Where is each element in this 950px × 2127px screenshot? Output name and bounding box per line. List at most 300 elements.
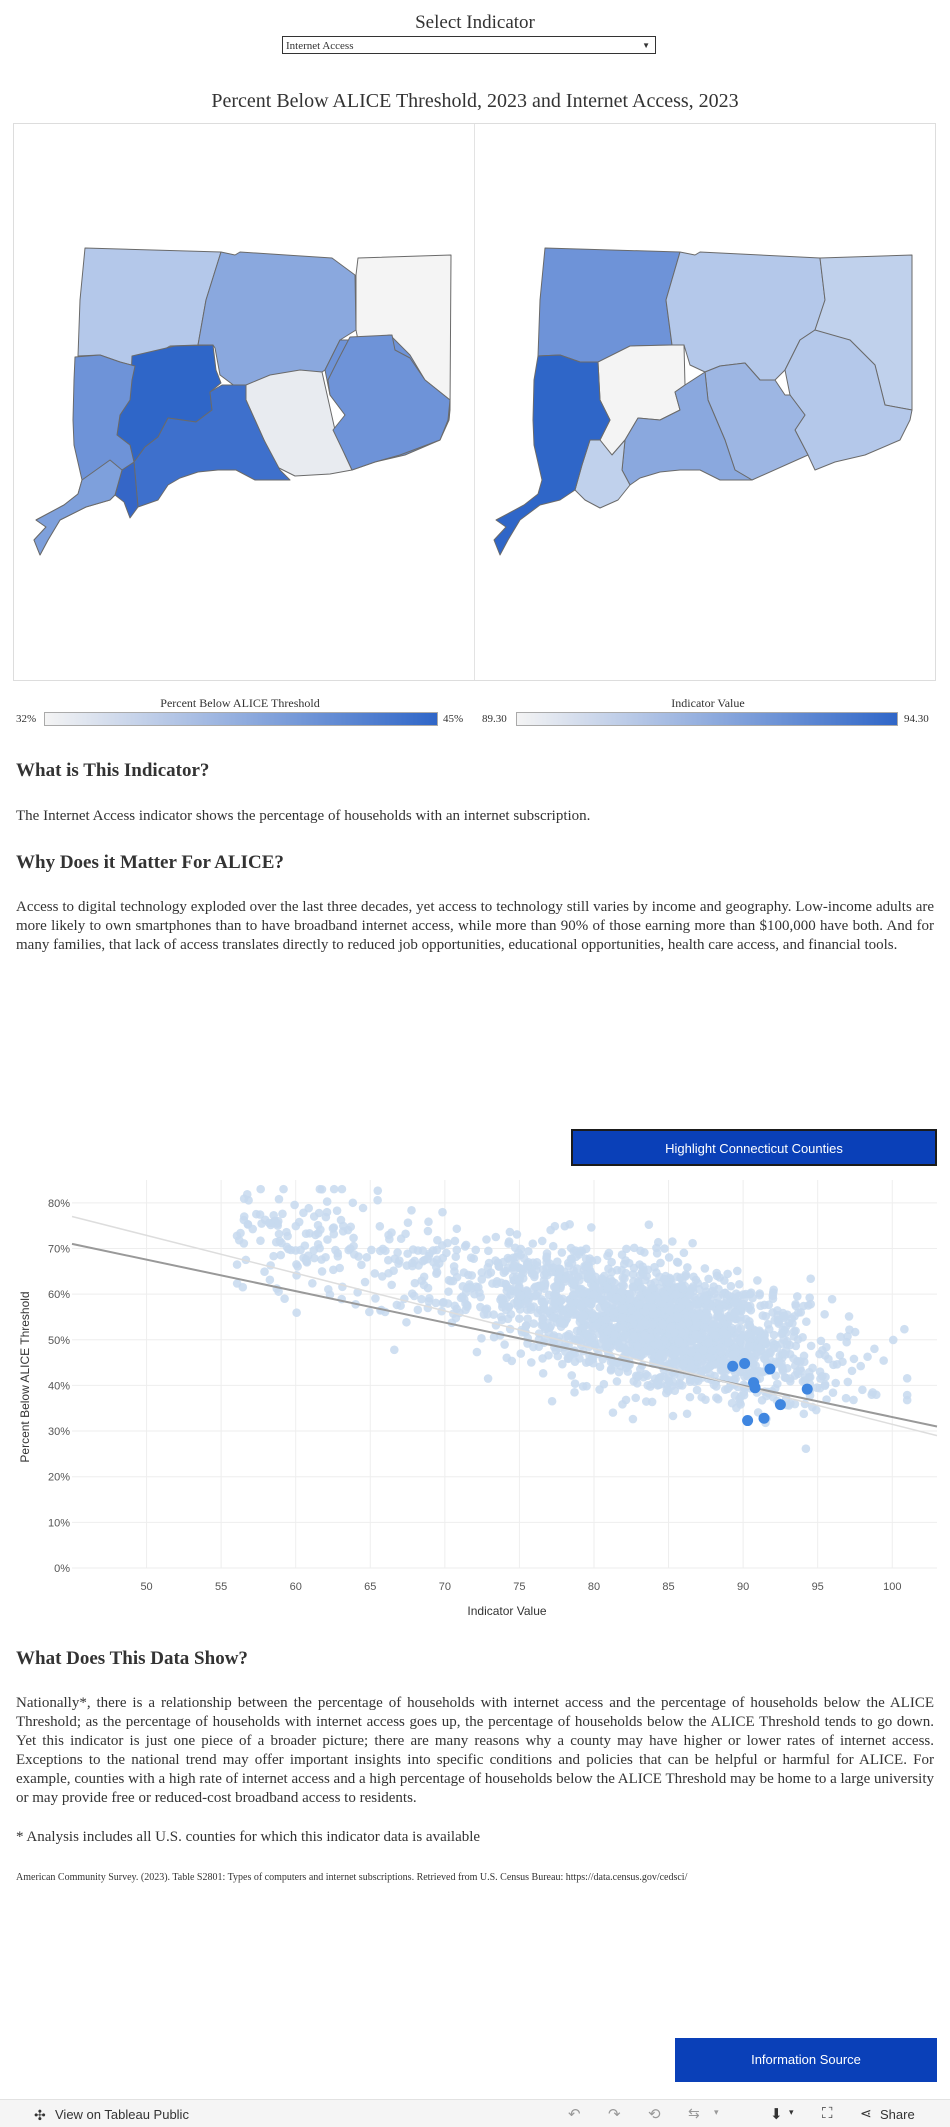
section-heading-indicator: What is This Indicator? <box>16 760 210 781</box>
county-point <box>432 1269 441 1278</box>
county-point <box>292 1308 301 1317</box>
county-point <box>551 1283 560 1292</box>
county-point <box>404 1218 413 1227</box>
x-tick-label: 70 <box>438 1581 451 1593</box>
county-point <box>275 1230 284 1239</box>
county-point <box>373 1186 382 1195</box>
county-point <box>361 1278 370 1287</box>
county-point <box>396 1301 405 1310</box>
connecticut-county-point <box>727 1361 738 1372</box>
county-point <box>626 1295 635 1304</box>
county-point <box>338 1185 347 1194</box>
county-point <box>597 1274 606 1283</box>
county-point <box>549 1242 558 1251</box>
x-tick-label: 65 <box>364 1581 377 1593</box>
indicator-legend-title: Indicator Value <box>671 696 745 710</box>
county-point <box>542 1252 551 1261</box>
county-point <box>585 1263 594 1272</box>
county-point <box>584 1271 593 1280</box>
alice-legend-title: Percent Below ALICE Threshold <box>160 696 320 710</box>
county-point <box>522 1322 531 1331</box>
county-point <box>848 1367 857 1376</box>
county-point <box>686 1290 695 1299</box>
x-tick-label: 50 <box>140 1581 153 1593</box>
county-point <box>836 1332 845 1341</box>
county-point <box>379 1245 388 1254</box>
county-point <box>367 1246 376 1255</box>
view-on-tableau-link[interactable]: View on Tableau Public <box>55 2107 189 2122</box>
county-point <box>515 1277 524 1286</box>
county-point <box>452 1246 461 1255</box>
county-point <box>424 1217 433 1226</box>
county-point <box>533 1258 542 1267</box>
county-point <box>401 1230 410 1239</box>
county-point <box>467 1271 476 1280</box>
county-point <box>567 1244 576 1253</box>
county-point <box>524 1290 533 1299</box>
county-point <box>654 1238 663 1247</box>
county-point <box>571 1357 580 1366</box>
county-point <box>704 1275 713 1284</box>
county-point <box>730 1298 739 1307</box>
county-point <box>777 1330 786 1339</box>
alice-legend-min: 32% <box>16 713 37 725</box>
county-point <box>701 1264 710 1273</box>
county-point <box>717 1347 726 1356</box>
y-tick-label: 60% <box>47 1289 70 1302</box>
county-point <box>693 1386 702 1395</box>
y-tick-label: 40% <box>47 1380 70 1393</box>
tableau-toolbar <box>0 2099 950 2127</box>
county-point <box>389 1266 398 1275</box>
county-point <box>856 1362 865 1371</box>
county-point <box>806 1300 815 1309</box>
county-point <box>889 1336 898 1345</box>
county-point <box>802 1444 811 1453</box>
highlight-connecticut-button[interactable]: Highlight Connecticut Counties <box>571 1129 937 1166</box>
county-point <box>579 1290 588 1299</box>
county-point <box>722 1330 731 1339</box>
county-point <box>618 1305 627 1314</box>
county-point <box>786 1374 795 1383</box>
county-point <box>569 1266 578 1275</box>
county-point <box>633 1342 642 1351</box>
county-point <box>461 1299 470 1308</box>
county-point <box>733 1267 742 1276</box>
county-point <box>403 1249 412 1258</box>
county-point <box>506 1228 515 1237</box>
county-point <box>614 1339 623 1348</box>
county-point <box>779 1367 788 1376</box>
county-point <box>627 1315 636 1324</box>
county-point <box>548 1397 557 1406</box>
county-point <box>477 1334 486 1343</box>
connecticut-county-point <box>759 1413 770 1424</box>
county-point <box>544 1351 553 1360</box>
county-point <box>683 1409 692 1418</box>
county-point <box>519 1269 528 1278</box>
county-point <box>798 1333 807 1342</box>
county-point <box>613 1377 622 1386</box>
county-point <box>688 1239 697 1248</box>
county-point <box>687 1348 696 1357</box>
county-point <box>424 1284 433 1293</box>
county-point <box>527 1358 536 1367</box>
county-point <box>584 1336 593 1345</box>
connecticut-county-point <box>802 1384 813 1395</box>
county-point <box>733 1324 742 1333</box>
county-point <box>516 1245 525 1254</box>
county-point <box>664 1376 673 1385</box>
county-point <box>665 1307 674 1316</box>
x-tick-label: 55 <box>215 1581 228 1593</box>
county-point <box>335 1264 344 1273</box>
download-icon[interactable]: ⬇ <box>770 2106 783 2123</box>
county-point <box>498 1316 507 1325</box>
county-point <box>471 1246 480 1255</box>
county-point <box>664 1278 673 1287</box>
county-point <box>520 1254 529 1263</box>
county-point <box>604 1339 613 1348</box>
county-point <box>410 1292 419 1301</box>
county-point <box>302 1229 311 1238</box>
county-point <box>444 1287 453 1296</box>
county-point <box>879 1356 888 1365</box>
county-point <box>333 1249 342 1258</box>
county-point <box>755 1367 764 1376</box>
county-point <box>828 1295 837 1304</box>
county-point <box>740 1372 749 1381</box>
county-point <box>408 1262 417 1271</box>
county-point <box>515 1314 524 1323</box>
county-point <box>414 1306 423 1315</box>
county-point <box>516 1349 525 1358</box>
county-point <box>620 1274 629 1283</box>
county-point <box>670 1328 679 1337</box>
county-point <box>256 1236 265 1245</box>
county-point <box>646 1333 655 1342</box>
county-point <box>635 1371 644 1380</box>
county-point <box>450 1301 459 1310</box>
county-point <box>536 1282 545 1291</box>
county-point <box>480 1310 489 1319</box>
connecticut-county-point <box>742 1415 753 1426</box>
county-point <box>653 1249 662 1258</box>
county-point <box>831 1379 840 1388</box>
county-point <box>280 1294 289 1303</box>
county-points <box>233 1185 912 1453</box>
pause-updates-icon[interactable]: ⇆ <box>688 2105 700 2121</box>
county-point <box>538 1315 547 1324</box>
county-point <box>501 1280 510 1289</box>
county-point <box>829 1388 838 1397</box>
county-point <box>238 1283 247 1292</box>
county-point <box>699 1346 708 1355</box>
county-point <box>729 1351 738 1360</box>
county-point <box>693 1300 702 1309</box>
pause-menu-chevron-icon[interactable]: ▾ <box>714 2107 719 2117</box>
county-point <box>636 1247 645 1256</box>
county-point <box>424 1227 433 1236</box>
county-point <box>588 1309 597 1318</box>
county-point <box>792 1302 801 1311</box>
county-point <box>266 1221 275 1230</box>
county-point <box>350 1250 359 1259</box>
section-heading-data: What Does This Data Show? <box>16 1648 248 1669</box>
county-point <box>589 1290 598 1299</box>
county-point <box>686 1393 695 1402</box>
county-point <box>453 1224 462 1233</box>
county-point <box>314 1221 323 1230</box>
y-tick-label: 30% <box>47 1426 70 1439</box>
county-point <box>308 1279 317 1288</box>
y-tick-label: 50% <box>47 1334 70 1347</box>
county-point <box>323 1197 332 1206</box>
county-point <box>833 1360 842 1369</box>
county-point <box>690 1377 699 1386</box>
indicator-dropdown-value: Internet Access <box>286 40 354 52</box>
county-point <box>279 1185 288 1194</box>
county-point <box>474 1283 483 1292</box>
county-point <box>704 1338 713 1347</box>
county-point <box>683 1263 692 1272</box>
county-point <box>665 1253 674 1262</box>
county-point <box>233 1260 242 1269</box>
county-point <box>539 1369 548 1378</box>
county-point <box>293 1262 302 1271</box>
county-point <box>433 1246 442 1255</box>
county-point <box>330 1185 339 1194</box>
county-point <box>567 1254 576 1263</box>
county-point <box>260 1267 269 1276</box>
county-point <box>484 1374 493 1383</box>
county-point <box>570 1388 579 1397</box>
county-point <box>723 1385 732 1394</box>
county-point <box>423 1255 432 1264</box>
county-point <box>324 1285 333 1294</box>
county-point <box>463 1284 472 1293</box>
indicator-legend-gradient <box>516 712 898 726</box>
county-point <box>746 1342 755 1351</box>
county-point <box>510 1266 519 1275</box>
county-point <box>596 1296 605 1305</box>
county-point <box>842 1394 851 1403</box>
county-point <box>769 1291 778 1300</box>
county-point <box>438 1208 447 1217</box>
county-point <box>711 1360 720 1369</box>
county-point <box>554 1271 563 1280</box>
county-point <box>316 1185 325 1194</box>
county-point <box>845 1325 854 1334</box>
trend-line <box>72 1217 937 1436</box>
county-point <box>844 1378 853 1387</box>
county-point <box>595 1385 604 1394</box>
connecticut-county-point <box>764 1363 775 1374</box>
county-point <box>591 1283 600 1292</box>
county-point <box>707 1346 716 1355</box>
county-point <box>774 1318 783 1327</box>
county-point <box>329 1224 338 1233</box>
select-indicator-title: Select Indicator <box>415 12 535 33</box>
county-point <box>817 1337 826 1346</box>
download-chevron-icon[interactable]: ▾ <box>789 2107 794 2117</box>
revert-icon[interactable]: ⟲ <box>648 2106 661 2123</box>
county-point <box>723 1295 732 1304</box>
county-point <box>656 1380 665 1389</box>
indicator-legend-max: 94.30 <box>904 713 929 725</box>
county-point <box>559 1310 568 1319</box>
county-point <box>371 1294 380 1303</box>
county-point <box>724 1338 733 1347</box>
county-point <box>702 1296 711 1305</box>
county-point <box>836 1351 845 1360</box>
county-point <box>390 1346 399 1355</box>
county-point <box>530 1271 539 1280</box>
county-point <box>645 1220 654 1229</box>
county-point <box>735 1395 744 1404</box>
county-point <box>546 1226 555 1235</box>
county-point <box>714 1306 723 1315</box>
county-point <box>513 1288 522 1297</box>
x-tick-labels <box>140 1581 901 1593</box>
fullscreen-icon[interactable]: ⛶ <box>822 2105 833 2122</box>
county-point <box>580 1312 589 1321</box>
redo-icon[interactable]: ↷ <box>608 2106 621 2123</box>
county-point <box>740 1295 749 1304</box>
county-point <box>349 1198 358 1207</box>
county-point <box>669 1412 678 1421</box>
county-point <box>395 1256 404 1265</box>
county-point <box>782 1322 791 1331</box>
county-point <box>500 1340 509 1349</box>
county-point <box>502 1353 511 1362</box>
county-point <box>349 1234 358 1243</box>
county-point <box>526 1305 535 1314</box>
county-point <box>660 1244 669 1253</box>
county-point <box>606 1275 615 1284</box>
county-point <box>863 1352 872 1361</box>
county-point <box>730 1309 739 1318</box>
county-point <box>256 1210 265 1219</box>
tableau-logo-icon: ✣ <box>34 2107 46 2123</box>
county-point <box>845 1312 854 1321</box>
county-point <box>790 1327 799 1336</box>
county-point <box>612 1293 621 1302</box>
county-point <box>473 1348 482 1357</box>
county-point <box>618 1326 627 1335</box>
county-point <box>296 1246 305 1255</box>
x-axis-label: Indicator Value <box>467 1604 547 1618</box>
dropdown-arrow-icon: ▼ <box>642 41 650 50</box>
county-point <box>513 1301 522 1310</box>
share-button[interactable]: Share <box>880 2107 915 2122</box>
county-point <box>903 1374 912 1383</box>
county-point <box>461 1242 470 1251</box>
county-point <box>269 1211 278 1220</box>
county-point <box>287 1246 296 1255</box>
indicator-value-map <box>0 0 950 690</box>
county-point <box>240 1212 249 1221</box>
x-tick-label: 80 <box>587 1581 601 1593</box>
x-tick-label: 90 <box>736 1581 750 1593</box>
section-body-why: Access to digital technology exploded over the last three decades, yet access to technology still varies by income and geography. Low-income adults are more likely to own smartphones than to have broadband internet access, while more than 90% of those earning more than $100,000 have both. And for many families, that lack of access translates directly to reduced job opportunities, educational opportunities, health care access, and financial tools. <box>16 899 934 953</box>
alice-legend-gradient <box>44 712 438 726</box>
county-point <box>756 1302 765 1311</box>
county-point <box>587 1223 596 1232</box>
county-point <box>648 1303 657 1312</box>
county-point <box>602 1315 611 1324</box>
county-point <box>357 1261 366 1270</box>
y-tick-label: 70% <box>47 1243 70 1256</box>
county-point <box>243 1190 252 1199</box>
y-tick-label: 80% <box>47 1197 70 1210</box>
county-point <box>900 1325 909 1334</box>
county-point <box>467 1253 476 1262</box>
section-body-data: Nationally*, there is a relationship between the percentage of households with internet access and the percentage of households below the ALICE Threshold; as the percentage of households with internet access goes up, the percentage of households below the ALICE Threshold tends to go down. Yet this indicator is just one piece of a broader picture; there are many reasons why a county may have higher or lower rates of internet access. Exceptions to the national trend may offer important insights into specific conditions and policies that can be helpful or harmful for ALICE. For example, counties with a high rate of internet access and a high percentage of households below the ALICE Threshold may be home to a large university or may provide free or reduced-cost broadband access to residents. <box>16 1695 934 1806</box>
county-point <box>558 1248 567 1257</box>
county-point <box>315 1209 324 1218</box>
county-point <box>761 1312 770 1321</box>
county-point <box>501 1267 510 1276</box>
county-point <box>619 1282 628 1291</box>
section-heading-why: Why Does it Matter For ALICE? <box>16 852 284 873</box>
county-point <box>736 1335 745 1344</box>
county-point <box>691 1330 700 1339</box>
county-point <box>644 1265 653 1274</box>
county-point <box>671 1347 680 1356</box>
county-point <box>806 1373 815 1382</box>
undo-icon[interactable]: ↶ <box>568 2106 581 2123</box>
county-point <box>689 1364 698 1373</box>
county-point <box>523 1298 532 1307</box>
county-point <box>304 1204 313 1213</box>
x-tick-label: 100 <box>883 1581 902 1593</box>
county-point <box>589 1359 598 1368</box>
x-tick-label: 95 <box>811 1581 824 1593</box>
county-point <box>544 1306 553 1315</box>
county-point <box>850 1355 859 1364</box>
county-point <box>323 1235 332 1244</box>
county-point <box>272 1238 281 1247</box>
county-point <box>773 1306 782 1315</box>
y-tick-labels <box>48 1198 70 1575</box>
maps-title: Percent Below ALICE Threshold, 2023 and Internet Access, 2023 <box>211 90 739 112</box>
county-point <box>723 1270 732 1279</box>
county-point <box>753 1276 762 1285</box>
county-point <box>715 1273 724 1282</box>
county-point <box>812 1406 821 1415</box>
county-point <box>407 1206 416 1215</box>
county-point <box>278 1210 287 1219</box>
county-point <box>276 1251 285 1260</box>
county-point <box>365 1308 374 1317</box>
county-point <box>755 1344 764 1353</box>
county-point <box>680 1249 689 1258</box>
county-point <box>538 1237 547 1246</box>
scatter-chart <box>0 1180 950 1625</box>
county-point <box>671 1386 680 1395</box>
county-point <box>248 1225 257 1234</box>
information-source-button[interactable]: Information Source <box>675 2038 937 2082</box>
county-point <box>445 1276 454 1285</box>
county-point <box>719 1356 728 1365</box>
share-icon[interactable]: ⋖ <box>860 2105 872 2121</box>
county-point <box>317 1255 326 1264</box>
county-point <box>641 1307 650 1316</box>
connecticut-county-point <box>750 1382 761 1393</box>
county-point <box>868 1388 877 1397</box>
county-point <box>477 1275 486 1284</box>
